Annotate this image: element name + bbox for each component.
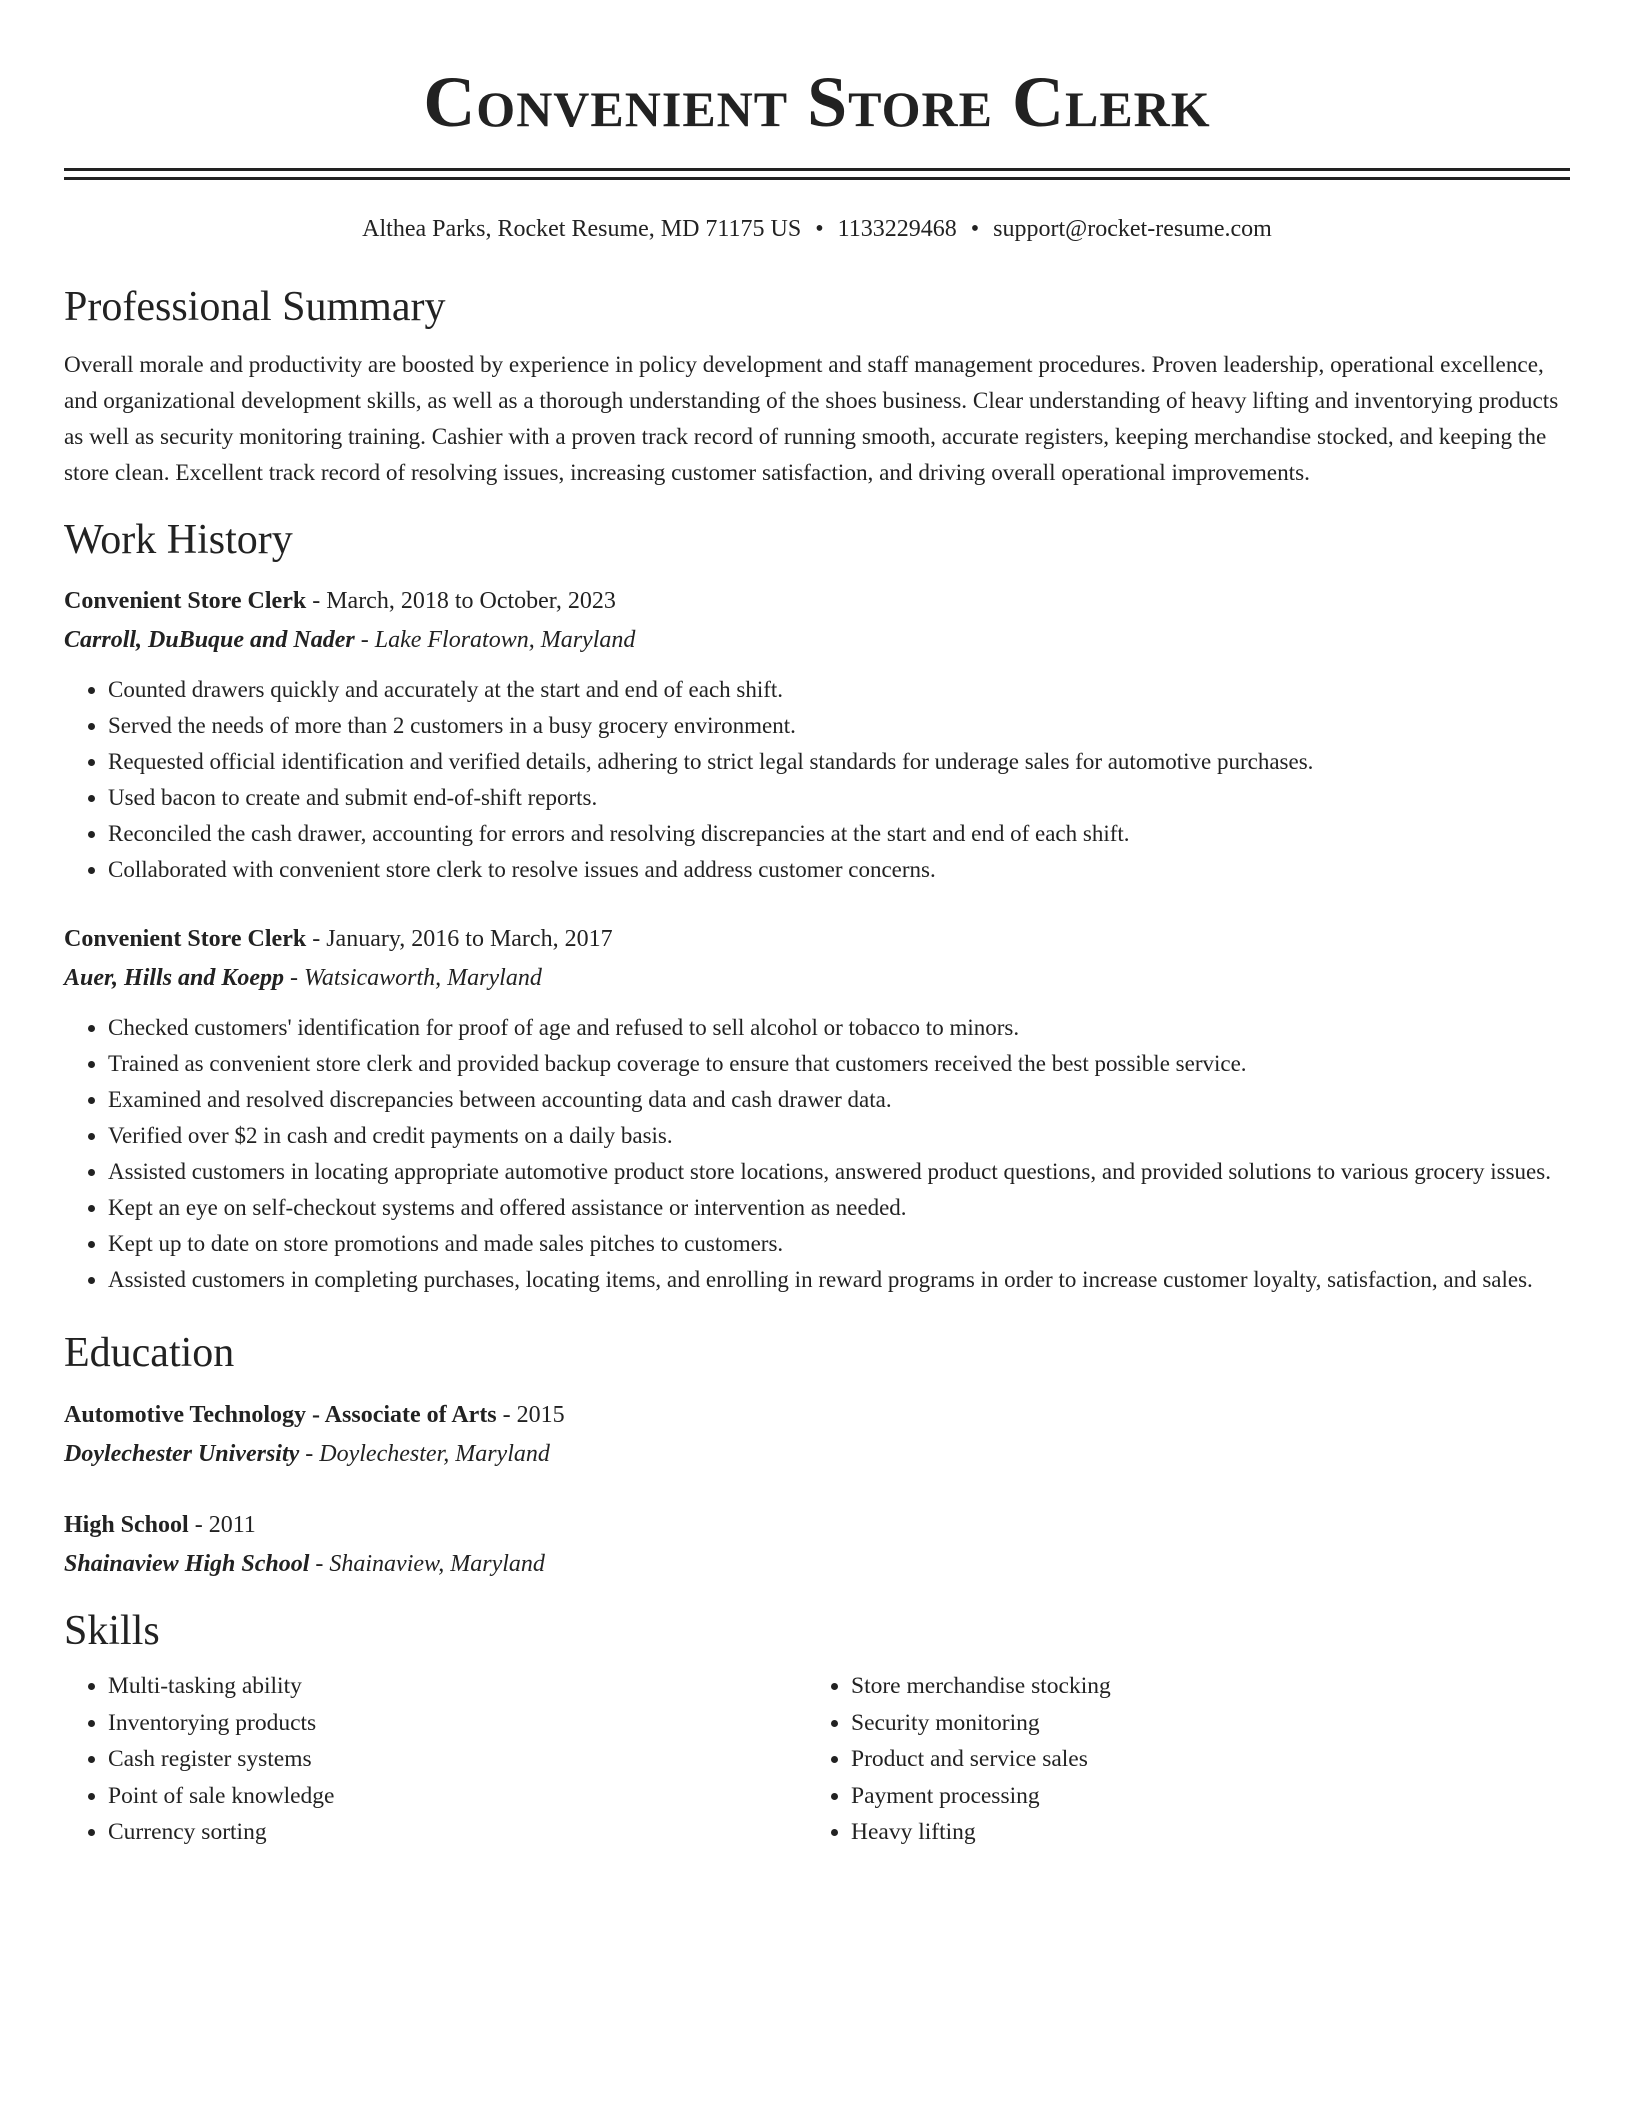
header-divider-bottom (64, 177, 1570, 180)
list-item: • Requested official identification and verified details, adhering to strict legal standards for underage sales for automotive purchases. (108, 744, 1570, 780)
header-divider-top (64, 168, 1570, 171)
contact-separator: • (815, 216, 824, 242)
job-location: - Lake Floratown, Maryland (354, 627, 636, 653)
skills-column-left (64, 1668, 807, 1851)
job-location: - Watsicaworth, Maryland (284, 965, 542, 991)
job-title: Convenient Store Clerk (64, 926, 307, 952)
skill-item: • Multi-tasking ability (108, 1668, 807, 1705)
job-dates: - January, 2016 to March, 2017 (306, 926, 613, 952)
education-degree: Automotive Technology - Associate of Arts (64, 1402, 497, 1428)
skill-item: • Point of sale knowledge (108, 1778, 807, 1815)
skill-item: • Security monitoring (851, 1705, 1550, 1742)
contact-line (64, 214, 1570, 244)
education-school: Shainaview High School (64, 1551, 310, 1577)
job-company-line (64, 958, 1570, 998)
contact-separator: • (970, 216, 980, 242)
resume-page (64, 0, 1570, 1851)
job-company: Auer, Hills and Koepp (64, 965, 285, 991)
list-item: • Served the needs of more than 2 customers in a busy grocery environment. (108, 708, 1570, 744)
list-item: • Kept up to date on store promotions and made sales pitches to customers. (108, 1226, 1570, 1262)
resume-name: Convenient Store Clerk (423, 62, 1211, 142)
skill-item: • Cash register systems (108, 1741, 807, 1778)
education-year: - 2015 (496, 1402, 565, 1428)
job-title: Convenient Store Clerk (64, 588, 307, 614)
skill-item: • Store merchandise stocking (851, 1668, 1550, 1705)
skill-item: • Inventorying products (108, 1705, 807, 1742)
education-section (64, 1328, 1570, 1584)
education-school-line (64, 1544, 1570, 1584)
job-company-line (64, 620, 1570, 660)
education-entry (64, 1506, 1570, 1584)
list-item: • Collaborated with convenient store clerk to resolve issues and address customer concerns. (108, 852, 1570, 888)
education-year: - 2011 (188, 1512, 256, 1538)
education-degree-line (64, 1396, 1570, 1434)
education-heading: Education (64, 1330, 235, 1376)
list-item: • Trained as convenient store clerk and provided backup coverage to ensure that customers received the best possible service. (108, 1046, 1570, 1082)
work-history-heading: Work History (64, 517, 293, 563)
skills-grid (64, 1668, 1570, 1851)
education-entry (64, 1396, 1570, 1474)
work-history-section (64, 515, 1570, 1298)
skill-item: • Heavy lifting (851, 1814, 1550, 1851)
list-item: • Verified over $2 in cash and credit payments on a daily basis. (108, 1118, 1570, 1154)
contact-email: support@rocket-resume.com (993, 216, 1272, 242)
skill-item: • Product and service sales (851, 1741, 1550, 1778)
skills-section (64, 1606, 1570, 1851)
job-entry (64, 582, 1570, 888)
skills-column-right (807, 1668, 1550, 1851)
job-title-line (64, 582, 1570, 620)
skill-item: • Currency sorting (108, 1814, 807, 1851)
job-bullets (64, 1010, 1570, 1298)
job-company: Carroll, DuBuque and Nader (64, 627, 355, 653)
education-school-line (64, 1434, 1570, 1474)
list-item: • Examined and resolved discrepancies between accounting data and cash drawer data. (108, 1082, 1570, 1118)
education-degree: High School (64, 1512, 189, 1538)
summary-heading: Professional Summary (64, 284, 446, 330)
list-item: • Counted drawers quickly and accurately at the start and end of each shift. (108, 672, 1570, 708)
skill-item: • Payment processing (851, 1778, 1550, 1815)
list-item: • Kept an eye on self-checkout systems and offered assistance or intervention as needed. (108, 1190, 1570, 1226)
job-entry (64, 920, 1570, 1298)
summary-section (64, 282, 1570, 491)
list-item: • Assisted customers in locating appropriate automotive product store locations, answered product questions, and provided solutions to various grocery issues. (108, 1154, 1570, 1190)
education-school: Doylechester University (64, 1441, 300, 1467)
education-degree-line (64, 1506, 1570, 1544)
education-location: - Shainaview, Maryland (309, 1551, 545, 1577)
contact-phone: 1133229468 (837, 216, 957, 242)
contact-address: Althea Parks, Rocket Resume, MD 71175 US (362, 216, 802, 242)
list-item: • Assisted customers in completing purchases, locating items, and enrolling in reward programs in order to increase customer loyalty, satisfaction, and sales. (108, 1262, 1570, 1298)
list-item: • Checked customers' identification for proof of age and refused to sell alcohol or tobacco to minors. (108, 1010, 1570, 1046)
education-location: - Doylechester, Maryland (299, 1441, 550, 1467)
skills-heading: Skills (64, 1608, 160, 1654)
job-bullets (64, 672, 1570, 888)
list-item: • Used bacon to create and submit end-of-shift reports. (108, 780, 1570, 816)
summary-text: Overall morale and productivity are boosted by experience in policy development and staff management procedures. Proven leadership, operational excellence, and organizational development skills, as well as a thorough understanding of the shoes business. Clear understanding of heavy lifting and inventorying products as well as security monitoring training. Cashier with a proven track record of running smooth, accurate registers, keeping merchandise stocked, and keeping the store clean. Excellent track record of resolving issues, increasing customer satisfaction, and driving overall operational improvements. (64, 352, 1559, 486)
job-title-line (64, 920, 1570, 958)
job-dates: - March, 2018 to October, 2023 (306, 588, 616, 614)
list-item: • Reconciled the cash drawer, accounting for errors and resolving discrepancies at the start and end of each shift. (108, 816, 1570, 852)
